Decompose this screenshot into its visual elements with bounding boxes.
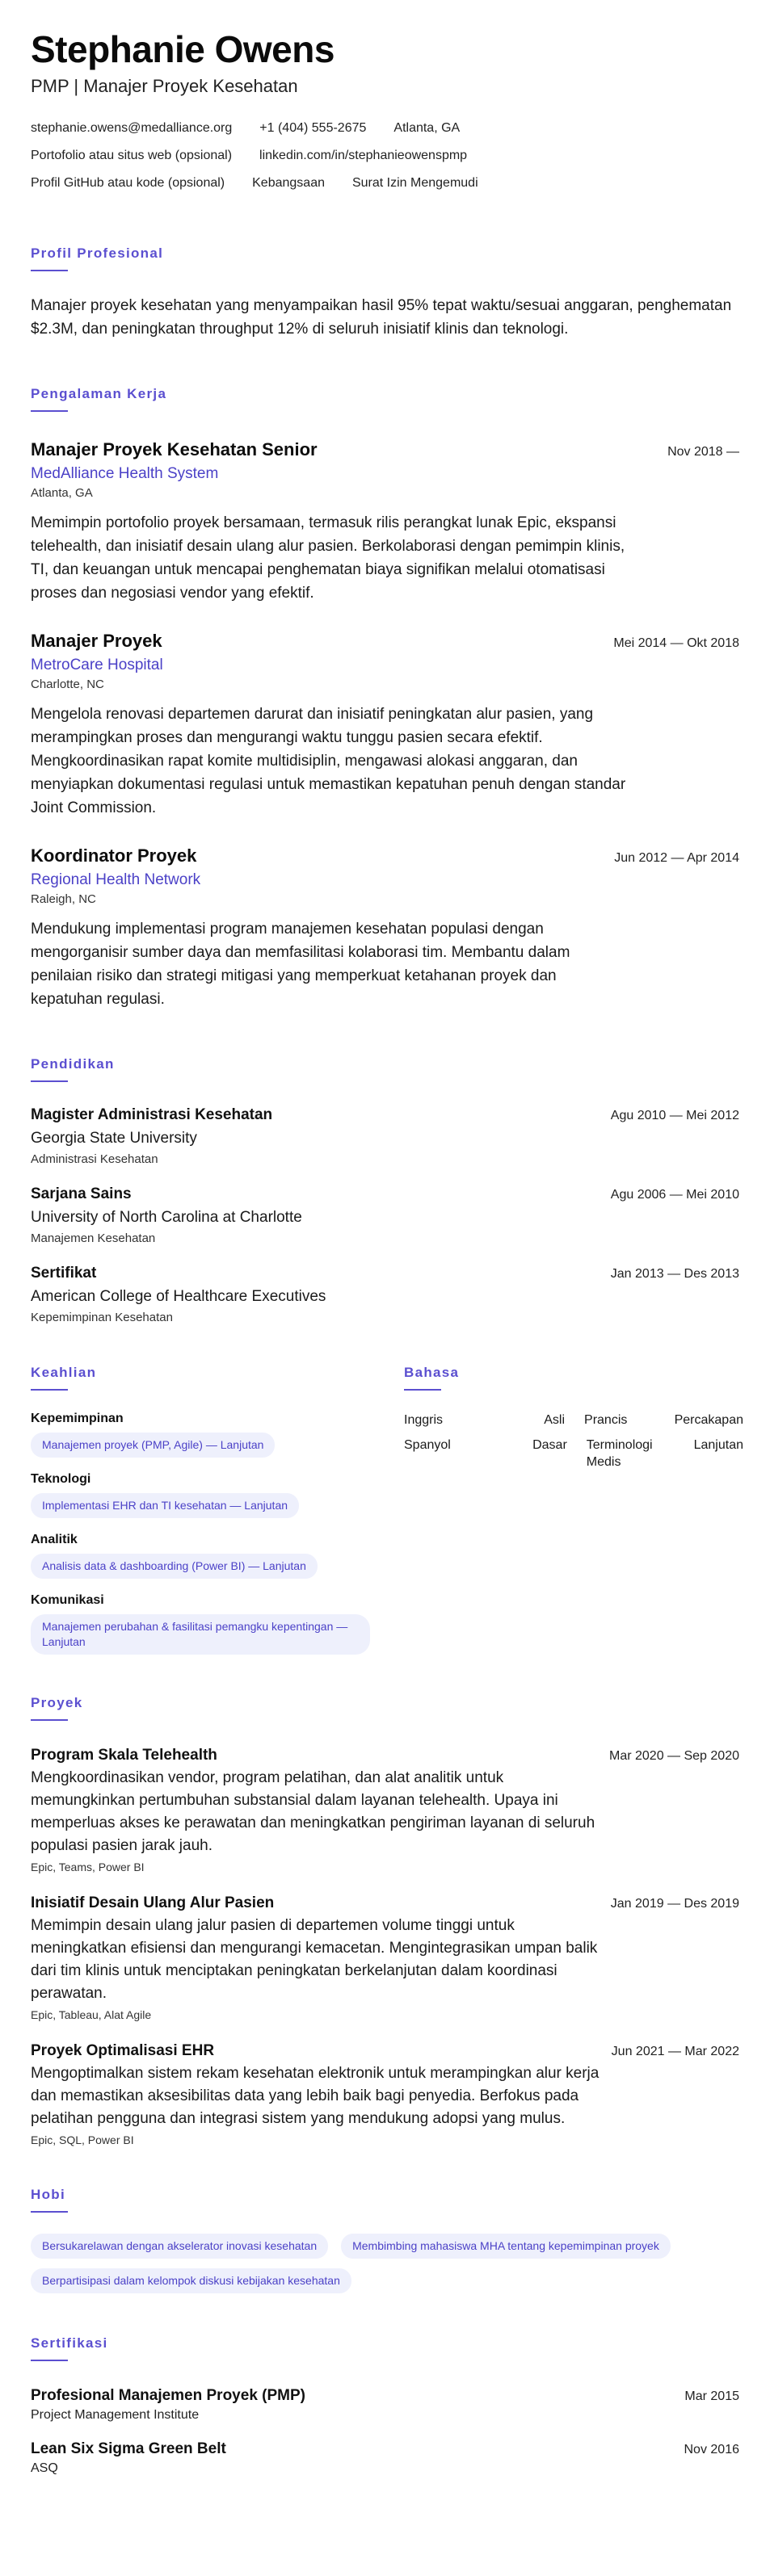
skill-group <box>31 1472 370 1518</box>
job-location: Raleigh, NC <box>31 892 96 906</box>
education-date: Agu 2006 — Mei 2010 <box>610 1188 739 1202</box>
job-date: Jun 2012 — Apr 2014 <box>614 851 739 865</box>
study-field: Manajemen Kesehatan <box>31 1231 156 1245</box>
school-name: American College of Healthcare Executives <box>31 1288 326 1305</box>
hobby-list <box>31 2262 739 2293</box>
portfolio-link[interactable]: Portofolio atau situs web (opsional) <box>31 149 233 162</box>
experience-section <box>31 386 739 1011</box>
degree-name: Magister Administrasi Kesehatan <box>31 1106 273 1123</box>
company-name: MedAlliance Health System <box>31 465 219 482</box>
skill-pill: Manajemen proyek (PMP, Agile) — Lanjutan <box>31 1433 275 1458</box>
company-name: MetroCare Hospital <box>31 657 163 673</box>
language-name: Prancis <box>584 1413 628 1427</box>
hobby-pill: Berpartisipasi dalam kelompok diskusi kebijakan kesehatan <box>31 2268 351 2293</box>
languages-section <box>404 1365 743 1655</box>
education-entry <box>31 1106 739 1166</box>
skill-pill: Implementasi EHR dan TI kesehatan — Lanjutan <box>31 1493 299 1518</box>
hobby-list <box>31 2227 739 2259</box>
job-entry <box>31 631 739 820</box>
certification-issuer: Project Management Institute <box>31 2408 200 2422</box>
certification-date: Nov 2016 <box>684 2443 739 2456</box>
job-description: Mendukung implementasi program manajemen kesehatan populasi dengan mengorganisir sumber daya dan memfasilitasi kolaborasi tim. Membantu dalam penilaian risiko dan strategi mitigasi yang memperkuat ketahanan proyek dan kepatuhan regulasi. <box>31 921 570 1008</box>
section-divider <box>31 270 68 271</box>
section-title-hobbies: Hobi <box>31 2187 65 2202</box>
projects-section <box>31 1695 739 2146</box>
section-divider <box>31 2360 68 2361</box>
skill-category: Komunikasi <box>31 1593 104 1607</box>
section-title-summary: Profil Profesional <box>31 245 164 261</box>
job-date: Mei 2014 — Okt 2018 <box>613 636 739 650</box>
education-entry <box>31 1185 739 1245</box>
contact-row-primary <box>31 120 739 137</box>
job-title: Manajer Proyek <box>31 631 162 651</box>
project-title: Inisiatif Desain Ulang Alur Pasien <box>31 1894 275 1911</box>
skill-category: Analitik <box>31 1533 78 1546</box>
job-title: Manajer Proyek Kesehatan Senior <box>31 439 318 459</box>
project-date: Jun 2021 — Mar 2022 <box>611 2045 739 2058</box>
skills-languages-row <box>31 1365 743 1655</box>
skill-group <box>31 1533 370 1579</box>
contact-row-links <box>31 147 739 165</box>
location-text: Atlanta, GA <box>393 121 461 135</box>
school-name: Georgia State University <box>31 1130 197 1147</box>
section-title-projects: Proyek <box>31 1695 83 1710</box>
study-field: Kepemimpinan Kesehatan <box>31 1311 173 1324</box>
language-level: Lanjutan <box>693 1438 743 1452</box>
education-date: Jan 2013 — Des 2013 <box>610 1267 739 1281</box>
skill-pill: Manajemen perubahan & fasilitasi pemangku kepentingan — Lanjutan <box>31 1614 370 1655</box>
section-divider <box>31 1389 68 1391</box>
certification-issuer: ASQ <box>31 2461 58 2475</box>
email-link[interactable]: stephanie.owens@medalliance.org <box>31 121 233 135</box>
certification-name: Profesional Manajemen Proyek (PMP) <box>31 2387 305 2404</box>
summary-section <box>31 245 739 341</box>
language-row <box>404 1437 743 1471</box>
hobbies-section <box>31 2187 739 2293</box>
school-name: University of North Carolina at Charlotte <box>31 1209 302 1226</box>
certifications-section <box>31 2335 739 2476</box>
skills-section <box>31 1365 370 1655</box>
language-name: Spanyol <box>404 1438 451 1452</box>
summary-text: Manajer proyek kesehatan yang menyampaikan hasil 95% tepat waktu/sesuai anggaran, penghematan $2.3M, dan peningkatan throughput 12% di seluruh inisiatif klinis dan teknologi. <box>31 297 732 338</box>
section-divider <box>404 1389 441 1391</box>
project-title: Proyek Optimalisasi EHR <box>31 2042 215 2059</box>
github-link[interactable]: Profil GitHub atau kode (opsional) <box>31 176 225 190</box>
project-date: Mar 2020 — Sep 2020 <box>609 1749 739 1763</box>
project-date: Jan 2019 — Des 2019 <box>610 1897 739 1911</box>
section-title-skills: Keahlian <box>31 1365 97 1380</box>
section-title-education: Pendidikan <box>31 1056 115 1072</box>
language-row <box>404 1412 743 1429</box>
project-title: Program Skala Telehealth <box>31 1747 217 1764</box>
phone-text: +1 (404) 555-2675 <box>259 121 367 135</box>
language-level: Percakapan <box>674 1413 743 1427</box>
linkedin-link[interactable]: linkedin.com/in/stephanieowenspmp <box>259 149 468 162</box>
job-entry <box>31 439 739 605</box>
company-name: Regional Health Network <box>31 871 201 888</box>
job-location: Charlotte, NC <box>31 678 104 691</box>
education-date: Agu 2010 — Mei 2012 <box>610 1109 739 1122</box>
job-description: Mengelola renovasi departemen darurat dan inisiatif peningkatan alur pasien, yang merampingkan proses dan mengurangi waktu tunggu pasien secara efektif. Mengkoordinasikan rapat komite multidisiplin, mengawasi alokasi anggaran, dan menyiapkan dokumentasi regulasi untuk memastikan kepatuhan penuh dengan standar Joint Commission. <box>31 706 626 816</box>
project-description: Mengkoordinasikan vendor, program pelatihan, dan alat analitik untuk memungkinkan pertumbuhan substansial dalam layanan telehealth. Upaya ini memperluas akses ke perawatan dan meningkatkan pengiriman layanan di seluruh populasi pasien jarak jauh. <box>31 1769 595 1854</box>
candidate-headline: PMP | Manajer Proyek Kesehatan <box>31 76 298 96</box>
job-title: Koordinator Proyek <box>31 845 197 866</box>
section-divider <box>31 1080 68 1082</box>
nationality-text: Kebangsaan <box>252 176 325 190</box>
section-divider <box>31 2211 68 2213</box>
skill-group <box>31 1593 370 1655</box>
skill-category: Kepemimpinan <box>31 1412 124 1425</box>
project-tech: Epic, Tableau, Alat Agile <box>31 2008 152 2021</box>
contact-row-extra <box>31 174 739 192</box>
language-name: Inggris <box>404 1413 444 1427</box>
degree-name: Sertifikat <box>31 1265 97 1282</box>
degree-name: Sarjana Sains <box>31 1185 132 1202</box>
project-entry <box>31 1894 739 2021</box>
education-entry <box>31 1265 739 1324</box>
hobby-pill: Bersukarelawan dengan akselerator inovasi kesehatan <box>31 2234 328 2259</box>
language-name: Terminologi Medis <box>586 1438 653 1469</box>
certification-name: Lean Six Sigma Green Belt <box>31 2440 226 2457</box>
skill-category: Teknologi <box>31 1472 91 1486</box>
project-description: Mengoptimalkan sistem rekam kesehatan elektronik untuk merampingkan alur kerja dan memastikan aksesibilitas data yang lebih baik bagi penyedia. Berfokus pada pelatihan pengguna dan integrasi sistem yang mendukung adopsi yang mulus. <box>31 2065 600 2127</box>
project-tech: Epic, Teams, Power BI <box>31 1861 145 1873</box>
job-description: Memimpin portofolio proyek bersamaan, termasuk rilis perangkat lunak Epic, ekspansi telehealth, dan inisiatif desain ulang alur pasien. Berkolaborasi dengan pemimpin klinis, TI, dan keuangan untuk mencapai penghematan biaya signifikan melalui otomatisasi proses dan negosiasi vendor yang efektif. <box>31 514 625 602</box>
project-entry <box>31 1747 739 1873</box>
resume-header <box>31 27 739 192</box>
job-date: Nov 2018 — <box>667 445 739 459</box>
candidate-name: Stephanie Owens <box>31 28 335 70</box>
certification-entry <box>31 2387 739 2423</box>
license-text: Surat Izin Mengemudi <box>351 176 478 190</box>
section-title-experience: Pengalaman Kerja <box>31 386 167 401</box>
job-entry <box>31 845 739 1011</box>
skill-group <box>31 1412 370 1458</box>
job-location: Atlanta, GA <box>31 486 93 500</box>
study-field: Administrasi Kesehatan <box>31 1152 158 1166</box>
language-level: Dasar <box>532 1438 567 1452</box>
certification-date: Mar 2015 <box>684 2389 739 2403</box>
section-title-certifications: Sertifikasi <box>31 2335 108 2351</box>
education-section <box>31 1056 739 1324</box>
language-level: Asli <box>544 1413 566 1427</box>
section-title-languages: Bahasa <box>404 1365 460 1380</box>
skill-pill: Analisis data & dashboarding (Power BI) — Lanjutan <box>31 1554 318 1579</box>
project-entry <box>31 2042 739 2146</box>
project-description: Memimpin desain ulang jalur pasien di departemen volume tinggi untuk meningkatkan efisiensi dan mengurangi kemacetan. Mengintegrasikan umpan balik dari tim klinis untuk menciptakan peningkatan berkelanjutan dalam koordinasi perawatan. <box>31 1917 598 2002</box>
certification-entry <box>31 2440 739 2476</box>
section-divider <box>31 1719 68 1721</box>
hobby-pill: Membimbing mahasiswa MHA tentang kepemimpinan proyek <box>341 2234 671 2259</box>
section-divider <box>31 410 68 412</box>
project-tech: Epic, SQL, Power BI <box>31 2133 134 2146</box>
